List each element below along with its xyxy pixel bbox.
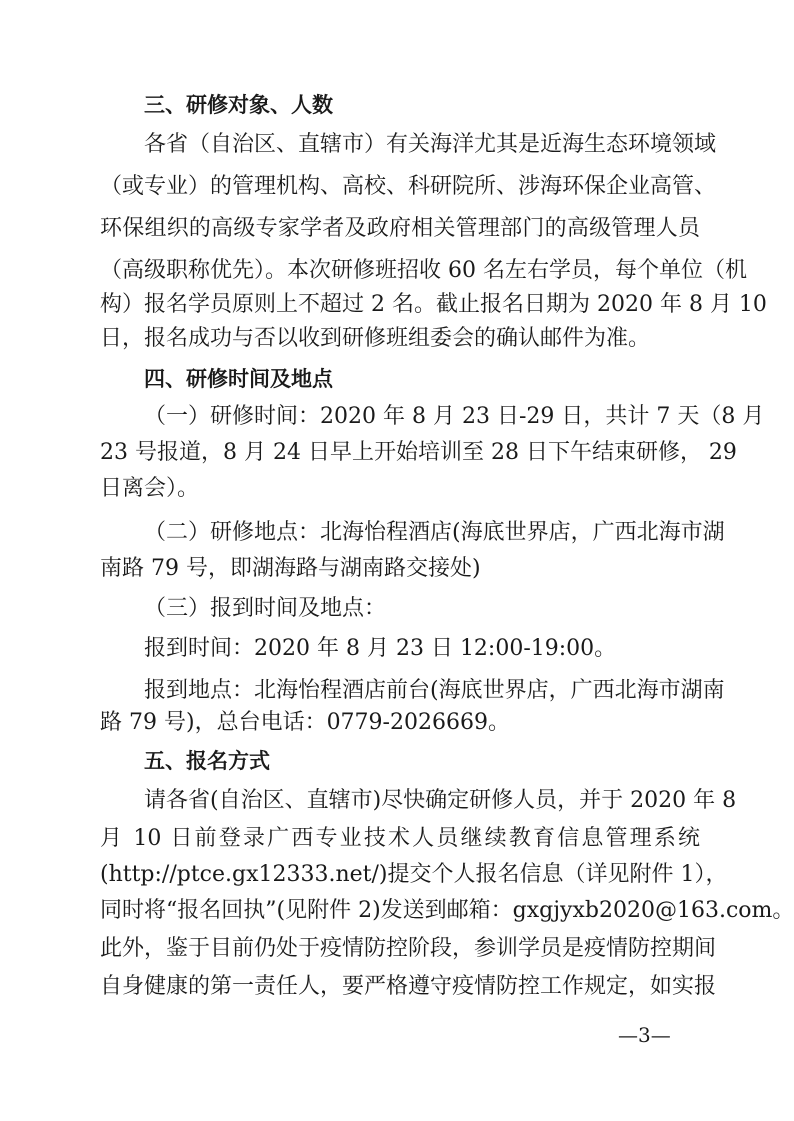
page-number: —3— (618, 1023, 671, 1047)
paragraph-line: 日，报名成功与否以收到研修班组委会的确认邮件为准。 (100, 326, 651, 351)
paragraph-line: 报到时间：2020 年 8 月 23 日 12:00-19:00。 (144, 636, 617, 661)
paragraph-line: 日离会）。 (100, 476, 200, 501)
paragraph-line: 报到地点：北海怡程酒店前台(海底世界店，广西北海市湖南 (144, 678, 725, 703)
section-heading-3: 三、研修对象、人数 (144, 93, 333, 117)
paragraph-line: (http://ptce.gx12333.net/)提交个人报名信息（详见附件 1）， (100, 862, 728, 887)
paragraph-line: （或专业）的管理机构、高校、科研院所、涉海环保企业高管、 (100, 174, 717, 199)
paragraph-line: 同时将“报名回执”(见附件 2)发送到邮箱：gxgjyxb2020@163.com。 (100, 898, 794, 923)
subsection-heading: （三）报到时间及地点： (144, 596, 387, 621)
paragraph-line: （一）研修时间：2020 年 8 月 23 日-29 日，共计 7 天（8 月 (144, 404, 765, 429)
paragraph-line: 路 79 号)，总台电话：0779-2026669。 (100, 710, 510, 735)
paragraph-line: 各省（自治区、直辖市）有关海洋尤其是近海生态环境领域 (144, 132, 717, 157)
paragraph-line: （二）研修地点：北海怡程酒店(海底世界店，广西北海市湖 (144, 520, 725, 545)
paragraph-line: 月 10 日前登录广西专业技术人员继续教育信息管理系统 (100, 826, 700, 851)
paragraph-line: （高级职称优先）。本次研修班招收 60 名左右学员，每个单位（机 (100, 258, 747, 283)
paragraph-line: 自身健康的第一责任人，要严格遵守疫情防控工作规定，如实报 (100, 974, 717, 999)
paragraph-line: 南路 79 号，即湖海路与湖南路交接处) (100, 556, 481, 581)
paragraph-line: 此外，鉴于目前仍处于疫情防控阶段，参训学员是疫情防控期间 (100, 936, 717, 961)
paragraph-line: 请各省(自治区、直辖市)尽快确定研修人员，并于 2020 年 8 (144, 788, 737, 813)
paragraph-line: 环保组织的高级专家学者及政府相关管理部门的高级管理人员 (100, 216, 700, 241)
paragraph-line: 23 号报道，8 月 24 日早上开始培训至 28 日下午结束研修， 29 (100, 440, 737, 465)
paragraph-line: 构）报名学员原则上不超过 2 名。截止报名日期为 2020 年 8 月 10 (100, 292, 767, 317)
section-heading-5: 五、报名方式 (144, 749, 270, 773)
section-heading-4: 四、研修时间及地点 (144, 367, 333, 391)
